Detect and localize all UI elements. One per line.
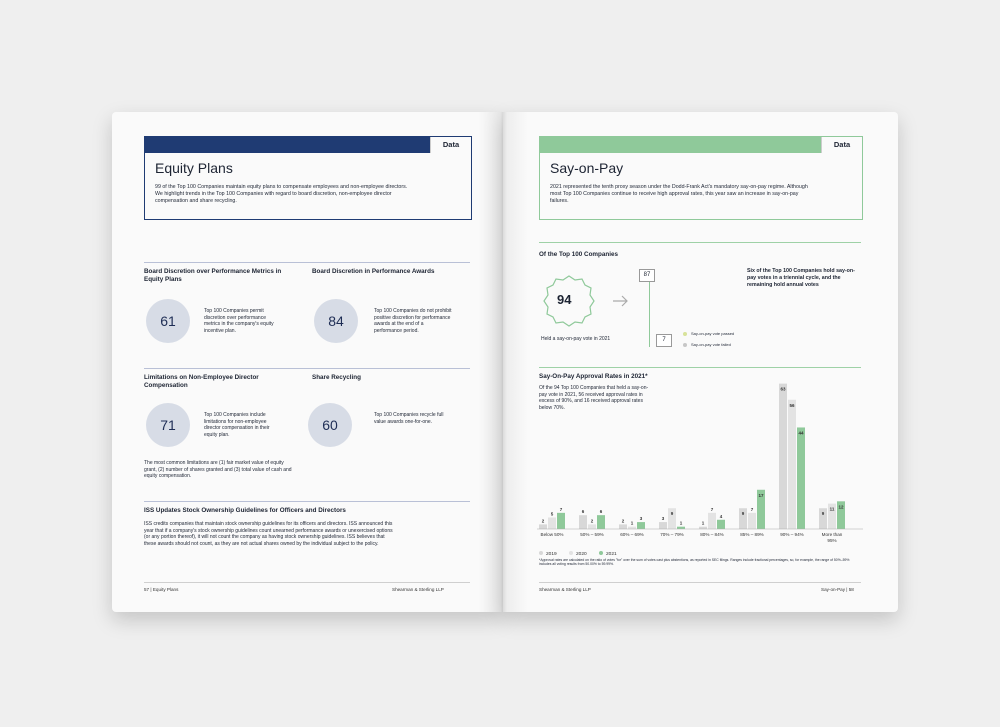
bar-value-label: 3 bbox=[639, 516, 643, 522]
category-label: 70% – 79% bbox=[660, 532, 684, 537]
bar-2019 bbox=[659, 522, 667, 529]
bar-value-label: 9 bbox=[821, 511, 825, 517]
stat-circle: 71 bbox=[146, 403, 190, 447]
footer-right: Say-on-Pay | 58 bbox=[821, 587, 854, 592]
legend-failed-label: Say-on-pay vote failed bbox=[691, 342, 731, 347]
bar-value-label: 5 bbox=[550, 511, 554, 517]
stat-circle: 60 bbox=[308, 403, 352, 447]
bar-2019 bbox=[539, 524, 547, 529]
title-bar bbox=[145, 137, 471, 153]
section-heading: Board Discretion over Performance Metrics in Equity Plans bbox=[144, 268, 282, 283]
legend-swatch bbox=[599, 551, 603, 555]
divider bbox=[539, 367, 861, 368]
category-label: 85% – 89% bbox=[740, 532, 764, 537]
divider bbox=[144, 501, 470, 502]
bar-value-label: 1 bbox=[701, 520, 705, 526]
bar-value-label: 9 bbox=[670, 511, 674, 517]
category-label: 80% – 84% bbox=[700, 532, 724, 537]
footer-right: Shearman & Sterling LLP bbox=[392, 587, 444, 592]
held-value: 94 bbox=[557, 292, 572, 307]
footer-left: Shearman & Sterling LLP bbox=[539, 587, 591, 592]
bar-value-label: 2 bbox=[541, 518, 545, 524]
approval-note: Of the 94 Top 100 Companies that held a say-on-pay vote in 2021, 56 received approval rates in excess of 90%, and 16 received approval rates below 70%. bbox=[539, 385, 649, 411]
legend-passed-dot bbox=[683, 332, 687, 336]
bar-value-label: 63 bbox=[780, 386, 786, 392]
stat-circle: 61 bbox=[146, 299, 190, 343]
bar-value-label: 17 bbox=[758, 492, 764, 498]
bar-value-label: 4 bbox=[719, 513, 723, 519]
bar-value-label: 3 bbox=[661, 516, 665, 522]
bar-2020 bbox=[548, 517, 556, 529]
bar-value-label: 2 bbox=[590, 518, 594, 524]
bar-2020 bbox=[748, 513, 756, 529]
arrow-icon bbox=[613, 296, 627, 306]
legend-label: 2019 bbox=[546, 552, 557, 557]
passed-box: 87 bbox=[639, 269, 655, 282]
bar-value-label: 7 bbox=[559, 506, 563, 512]
bar-2021 bbox=[637, 522, 645, 529]
bar-2020 bbox=[708, 513, 716, 529]
iss-heading: ISS Updates Stock Ownership Guidelines for Officers and Directors bbox=[144, 507, 346, 514]
bar-value-label: 56 bbox=[789, 402, 795, 408]
bar-2020 bbox=[628, 527, 636, 529]
equity-title-box bbox=[144, 136, 472, 220]
intro-text: 99 of the Top 100 Companies maintain equity plans to compensate employees and non-employee directors. We highlight trends in the Top 100 Companies with regard to board discretion, non-employee director compensation and share recycling. bbox=[155, 184, 408, 204]
section-heading: Board Discretion in Performance Awards bbox=[312, 268, 435, 275]
legend-failed-dot bbox=[683, 343, 687, 347]
bar-value-label: 6 bbox=[599, 509, 603, 515]
footer-rule bbox=[144, 582, 470, 583]
bar-value-label: 44 bbox=[798, 430, 804, 436]
category-label: 90% – 94% bbox=[780, 532, 804, 537]
stat-circle: 84 bbox=[314, 299, 358, 343]
bar-value-label: 1 bbox=[630, 520, 634, 526]
left-page bbox=[112, 112, 503, 612]
section-heading: Limitations on Non-Employee Director Compensation bbox=[144, 374, 259, 389]
stat-text: Top 100 Companies permit discretion over performance metrics in the company's equity incentive plan. bbox=[204, 308, 274, 334]
stat-text: Top 100 Companies do not prohibit positive discretion for performance awards at the end of a performance period. bbox=[374, 308, 452, 334]
legend-label: 2021 bbox=[606, 552, 617, 557]
bar-2021 bbox=[557, 513, 565, 529]
bar-2020 bbox=[788, 400, 796, 529]
sayonpay-title-box bbox=[539, 136, 863, 220]
bar-value-label: 12 bbox=[838, 504, 844, 510]
bar-2021 bbox=[677, 527, 685, 529]
right-page bbox=[503, 112, 898, 612]
bar-value-label: 1 bbox=[679, 520, 683, 526]
held-label: Held a say-on-pay vote in 2021 bbox=[541, 336, 611, 342]
bar-2021 bbox=[717, 520, 725, 529]
legend-swatch bbox=[569, 551, 573, 555]
section-heading: Share Recycling bbox=[312, 374, 361, 381]
bar-value-label: 7 bbox=[710, 506, 714, 512]
bar-2021 bbox=[597, 515, 605, 529]
category-label: 50% – 59% bbox=[580, 532, 604, 537]
bar-2019 bbox=[579, 515, 587, 529]
footnote: *Approval rates are calculated on the ratio of votes "for" over the sum of votes cast plus abstentions, as reported in SEC filings. Ranges include fractional percentages, so, for example, the range of 50%–59% includes all voting results from 50.00% to 59.99%. bbox=[539, 558, 850, 567]
page-title: Say-on-Pay bbox=[550, 160, 624, 176]
failed-box: 7 bbox=[656, 334, 672, 347]
legend-passed-label: Say-on-pay vote passed bbox=[691, 331, 735, 336]
bar-value-label: 9 bbox=[741, 511, 745, 517]
title-bar bbox=[540, 137, 862, 153]
footer-rule bbox=[539, 582, 861, 583]
data-tab: Data bbox=[821, 137, 862, 153]
bar-value-label: 11 bbox=[829, 506, 835, 512]
bar-2019 bbox=[619, 524, 627, 529]
stat-text: Top 100 Companies include limitations for non-employee director compensation in their equity plan. bbox=[204, 412, 270, 438]
data-tab: Data bbox=[430, 137, 471, 153]
bar-2021 bbox=[797, 427, 805, 529]
branch-line bbox=[649, 277, 650, 347]
page-title: Equity Plans bbox=[155, 160, 233, 176]
approval-heading: Say-On-Pay Approval Rates in 2021* bbox=[539, 373, 648, 380]
iss-text: ISS credits companies that maintain stock ownership guidelines for its officers and directors. ISS announced this year that if a company's stock ownership guidelines count unearned performance awards or unexercised options (or any portion thereof), it will not count the company as having stock ownership guidelines. ISS believes that these awards should not count, as they are not actual shares owned by the individual subject to the policy. bbox=[144, 521, 393, 547]
bar-2019 bbox=[779, 384, 787, 529]
legend-swatch bbox=[539, 551, 543, 555]
bar-value-label: 7 bbox=[750, 506, 754, 512]
limitations-note: The most common limitations are (1) fair market value of equity grant, (2) number of shares granted and (3) total value of cash and equity compensation. bbox=[144, 460, 292, 480]
category-label: Below 50% bbox=[540, 532, 564, 537]
stat-text: Top 100 Companies recycle full value awards one-for-one. bbox=[374, 412, 444, 425]
category-label: 60% – 69% bbox=[620, 532, 644, 537]
category-label: More than 95% bbox=[821, 532, 843, 543]
divider bbox=[144, 368, 470, 369]
legend-label: 2020 bbox=[576, 552, 587, 557]
divider bbox=[539, 242, 861, 243]
divider bbox=[144, 262, 470, 263]
intro-text: 2021 represented the tenth proxy season under the Dodd-Frank Act's mandatory say-on-pay regime. Although most Top 100 Companies continue to receive high approval rates, this year saw an increase in say-on-pay failures. bbox=[550, 184, 808, 204]
bar-2020 bbox=[588, 524, 596, 529]
bar-value-label: 2 bbox=[621, 518, 625, 524]
bar-2019 bbox=[699, 527, 707, 529]
footer-left: 57 | Equity Plans bbox=[144, 587, 179, 592]
approval-chart bbox=[529, 374, 865, 564]
six-note: Six of the Top 100 Companies hold say-on-pay votes in a triennial cycle, and the remaining hold annual votes bbox=[747, 268, 855, 288]
top100-heading: Of the Top 100 Companies bbox=[539, 251, 618, 258]
bar-value-label: 6 bbox=[581, 509, 585, 515]
